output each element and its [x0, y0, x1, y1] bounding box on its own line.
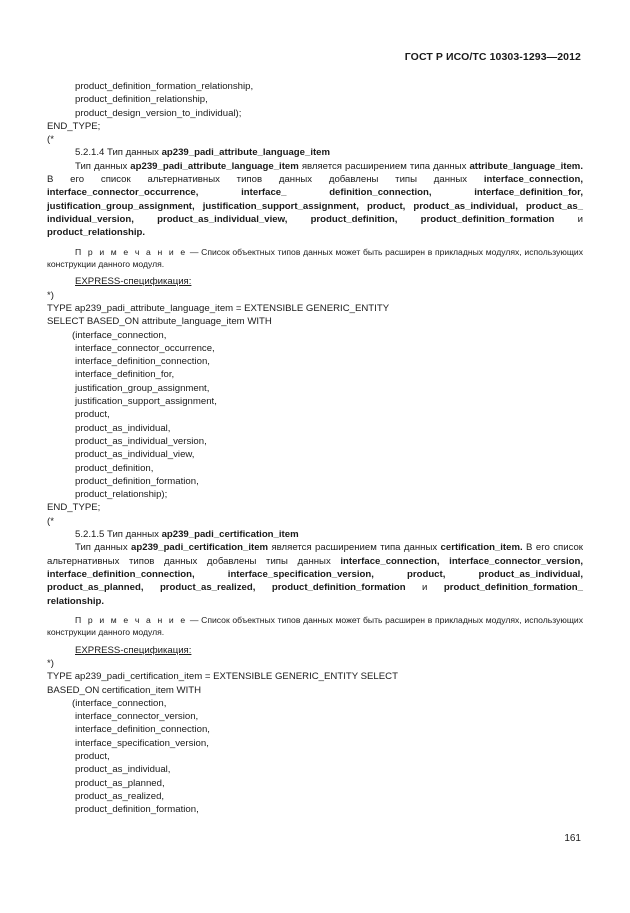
code-line: (interface_connection, [72, 697, 167, 709]
heading-type-name: ap239_padi_certification_item [161, 529, 299, 541]
code-line: product_as_individual_version, [75, 435, 207, 447]
section-heading [47, 528, 583, 541]
para-bold: interface_connection, interface_connector_version, interface_definition_connection, interface_specification_version, product, product_as_individual, product_as_planned, product_as_realized, product_definition_formation [47, 555, 583, 594]
code-line: product_as_planned, [75, 777, 165, 789]
code-line: interface_connector_occurrence, [75, 342, 215, 354]
code-line: product_definition_formation, [75, 804, 199, 816]
note-label: П р и м е ч а н и е [75, 246, 188, 257]
para-text: Тип данных [75, 160, 131, 172]
code-line: interface_definition_for, [75, 369, 175, 381]
code-line: (interface_connection, [72, 329, 167, 341]
note-paragraph [47, 614, 583, 639]
code-line: product_definition, [75, 462, 154, 474]
section-paragraph [47, 541, 583, 607]
para-text: В его список альтернативных типов данных добавлены типы данных [47, 174, 484, 186]
note-label: П р и м е ч а н и е [75, 614, 188, 625]
heading-type-name: ap239_padi_attribute_language_item [161, 147, 331, 159]
para-text: является расширением типа данных [298, 160, 470, 172]
page-number: 161 [564, 833, 581, 844]
code-line: interface_specification_version, [75, 737, 209, 749]
code-line: *) [47, 657, 54, 669]
code-line: TYPE ap239_padi_certification_item = EXTENSIBLE GENERIC_ENTITY SELECT [47, 671, 398, 683]
code-line: product_definition_formation_relationship, [75, 81, 254, 92]
code-line: justification_support_assignment, [75, 396, 217, 408]
para-bold: product_definition_formation_ relationship. [47, 582, 583, 607]
code-line: (* [47, 134, 54, 146]
code-line: product_as_realized, [75, 790, 165, 802]
code-line: product_as_individual_view, [75, 449, 195, 461]
page-content [47, 80, 583, 816]
code-line: SELECT BASED_ON attribute_language_item WITH [47, 316, 272, 328]
code-line: product_design_version_to_individual); [75, 107, 242, 119]
code-line: interface_definition_connection, [75, 356, 210, 368]
section-heading [47, 146, 583, 159]
code-line: product_definition_formation, [75, 475, 199, 487]
code-line: product, [75, 409, 110, 421]
code-line: interface_definition_connection, [75, 724, 210, 736]
code-line: product_as_individual, [75, 764, 171, 776]
code-line: product, [75, 750, 110, 762]
code-line: BASED_ON certification_item WITH [47, 684, 202, 696]
para-text: В его список альтернативных типов данных добавлены типы данных [47, 542, 584, 567]
code-line: interface_connector_version, [75, 711, 199, 723]
document-id-header: ГОСТ Р ИСО/ТС 10303-1293—2012 [404, 51, 581, 63]
para-text: Тип данных [75, 542, 132, 554]
para-bold: certification_item. [440, 542, 523, 554]
express-label-text: EXPRESS-спецификация: [75, 276, 192, 288]
express-spec-label [47, 275, 583, 288]
code-line: *) [47, 289, 54, 301]
para-bold: ap239_padi_certification_item [131, 542, 269, 554]
para-bold: product_relationship. [47, 227, 146, 239]
code-line: END_TYPE; [47, 120, 101, 132]
code-line: justification_group_assignment, [75, 382, 210, 394]
heading-text: 5.2.1.4 Тип данных [75, 147, 162, 159]
para-text: является расширением типа данных [268, 542, 441, 554]
code-line: (* [47, 515, 54, 527]
section-paragraph [47, 160, 583, 240]
heading-text: 5.2.1.5 Тип данных [75, 529, 162, 541]
express-spec-label [47, 644, 583, 657]
express-label-text: EXPRESS-спецификация: [75, 644, 192, 656]
code-line: product_definition_relationship, [75, 94, 208, 106]
code-line: END_TYPE; [47, 502, 101, 514]
note-text: — Список объектных типов данных может быть расширен в прикладных модулях, использующих конструкции данного модуля. [47, 614, 583, 638]
note-paragraph [47, 246, 583, 271]
code-line: product_as_individual, [75, 422, 171, 434]
code-line: TYPE ap239_padi_attribute_language_item = EXTENSIBLE GENERIC_ENTITY [47, 302, 390, 314]
para-bold: ap239_padi_attribute_language_item [130, 160, 299, 172]
para-bold: attribute_language_item. [469, 160, 583, 172]
para-bold: interface_connection, interface_connector_occurrence, interface_ definition_connection, interface_definition_for, justification_group_assignment, justification_support_assignment, product, product_as_individual, product_as_ individual_version, product_as_individual_view, product_definition, product_definition_formation [47, 174, 583, 225]
code-line: product_relationship); [75, 489, 168, 501]
para-text: и [405, 582, 444, 594]
para-text: и [554, 213, 583, 225]
note-text: — Список объектных типов данных может быть расширен в прикладных модулях, использующих конструкции данного модуля. [47, 246, 583, 269]
